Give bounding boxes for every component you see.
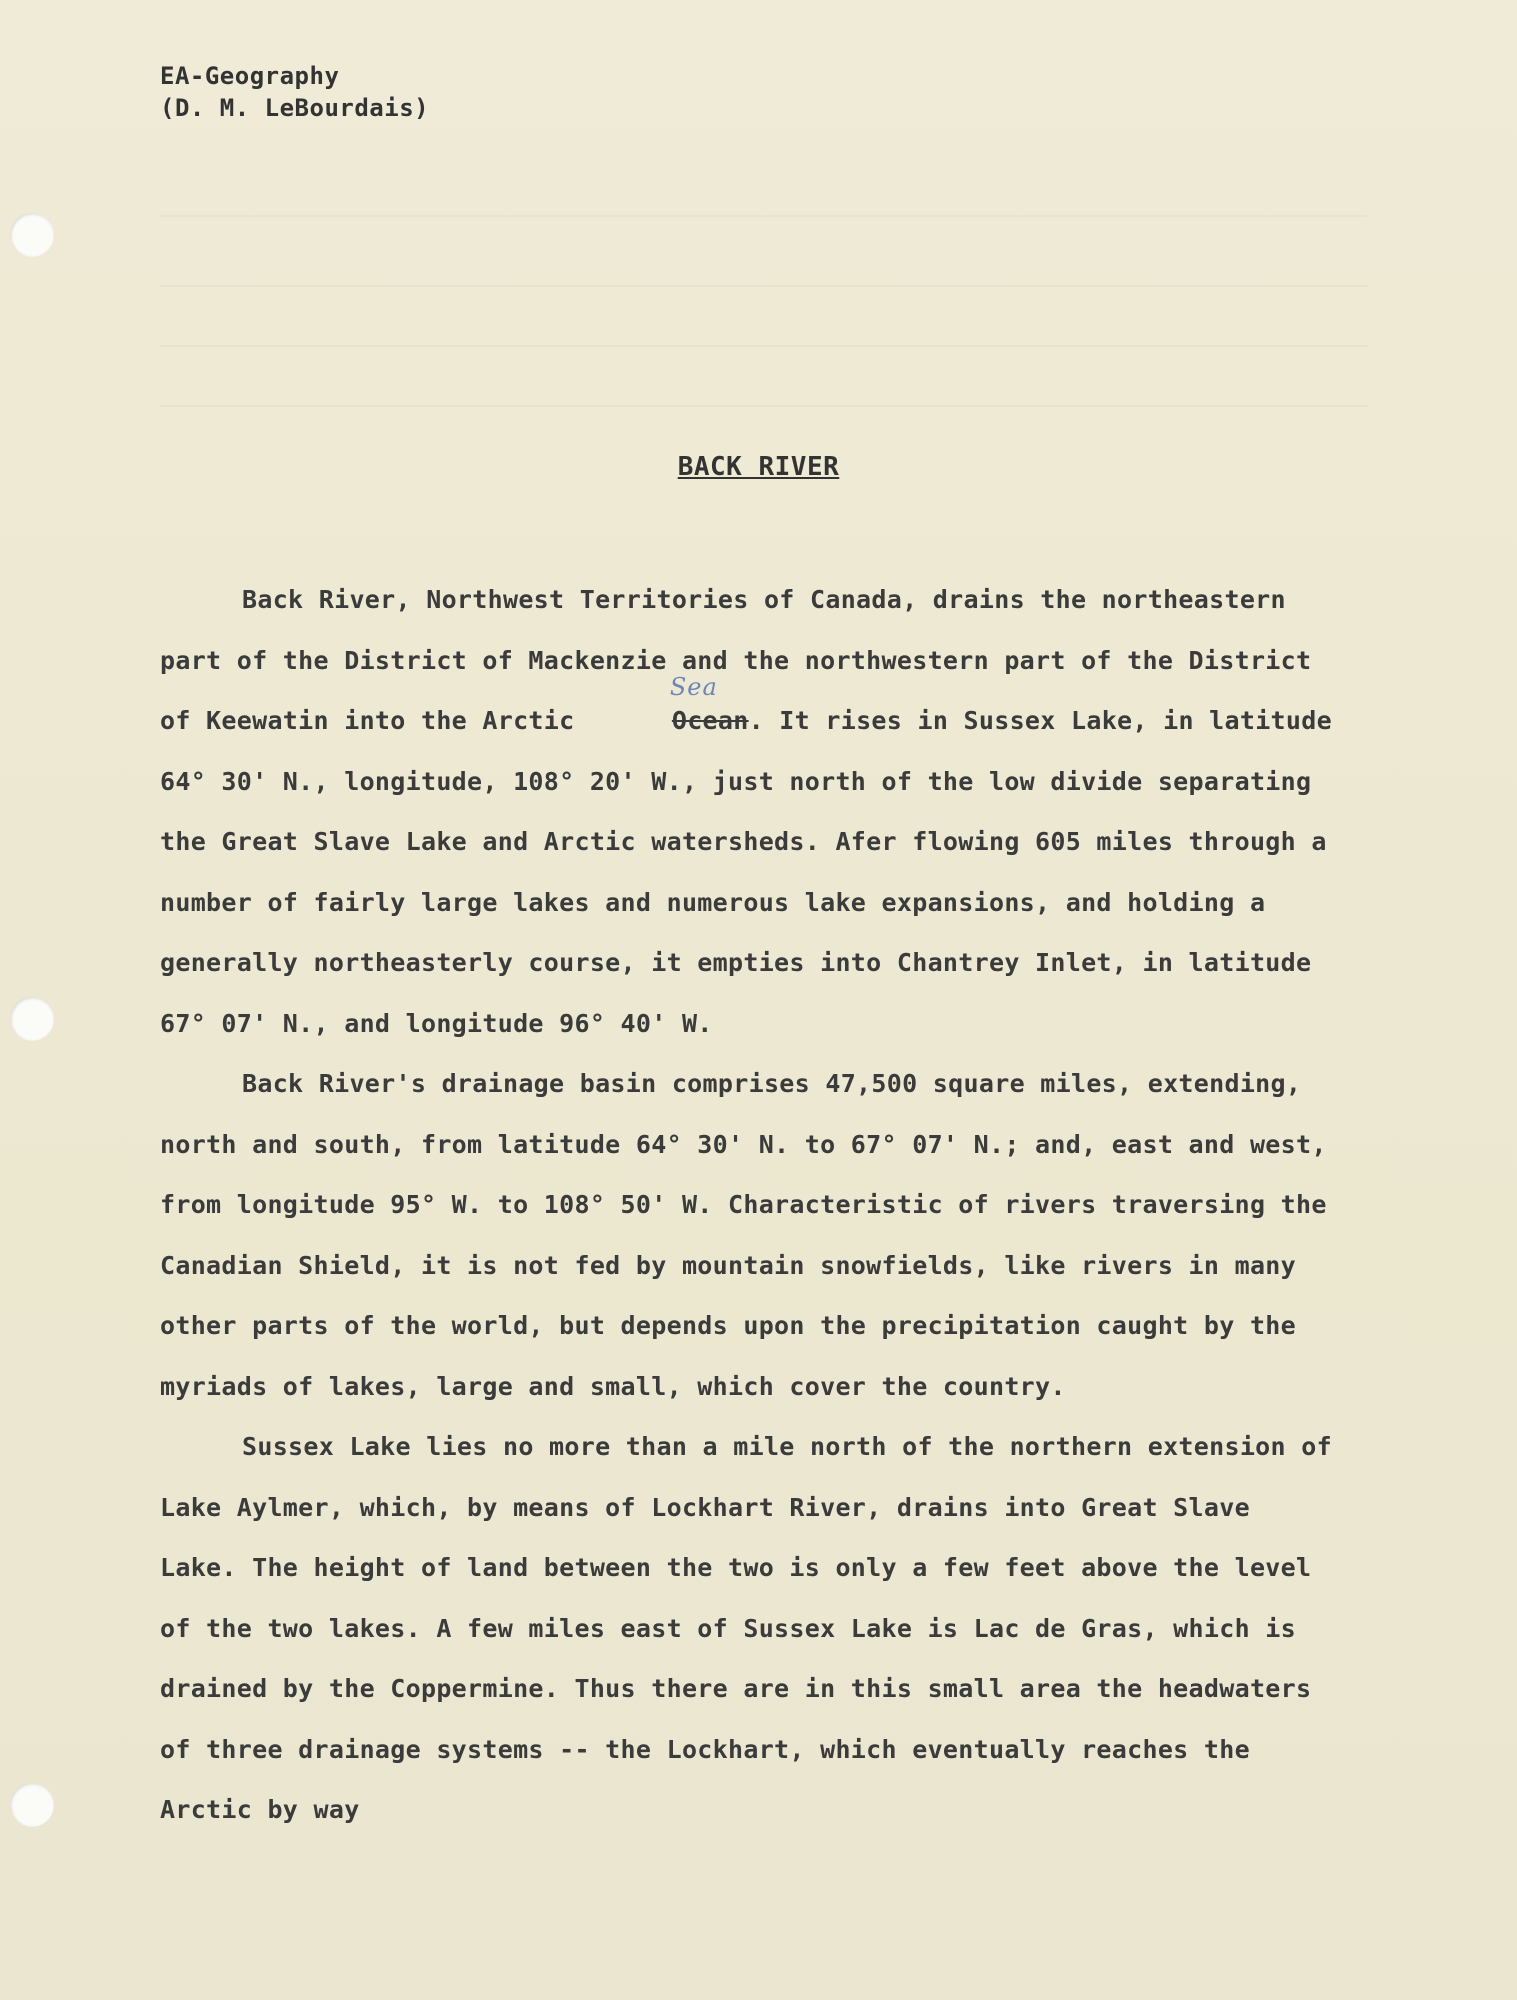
punch-hole-top [10,213,54,257]
paragraph-1-text: Back River, Northwest Territories of Canada, drains the northeastern part of the District of Mackenzie and the northwestern part of the District of Keewatin into the Arctic [160,585,1312,735]
struck-word: Ocean [671,706,749,735]
punch-hole-bottom [10,1783,54,1827]
document-header [160,60,429,124]
handwritten-insertion: Sea [669,673,718,701]
typed-correction [590,673,749,752]
paragraph-2: Back River's drainage basin comprises 47,500 square miles, extending, north and south, from latitude 64° 30' N. to 67° 07' N.; and, east and west, from longitude 95° W. to 108° 50' W. Characteristic of rivers traversing the Canadian Shield, it is not fed by mountain snowfields, like rivers in many other parts of the world, but depends upon the precipitation caught by the myriads of lakes, large and small, which cover the country. [160,1069,1327,1401]
paragraph-1-text-continued: . It rises in Sussex Lake, in latitude 64° 30' N., longitude, 108° 20' W., just north of the low divide separating the Great Slave Lake and Arctic watersheds. Afer flowing 605 miles through a number of fairly large lakes and numerous lake expansions, and holding a generally northeasterly course, it empties into Chantrey Inlet, in latitude 67° 07' N., and longitude 96° 40' W. [160,706,1332,1038]
paragraph-1 [160,570,1340,1054]
bleed-through-line [160,215,1367,217]
article-title: BACK RIVER [677,452,840,482]
bleed-through-line [160,345,1367,347]
subject-label: EA-Geography [160,62,340,90]
author-label: (D. M. LeBourdais) [160,94,430,122]
article-body [160,570,1340,1841]
bleed-through-line [160,405,1367,407]
punch-hole-middle [10,997,54,1041]
paragraph-3: Sussex Lake lies no more than a mile north of the northern extension of Lake Aylmer, which, by means of Lockhart River, drains into Great Slave Lake. The height of land between the two is only a few feet above the level of the two lakes. A few miles east of Sussex Lake is Lac de Gras, which is drained by the Coppermine. Thus there are in this small area the headwaters of three drainage systems -- the Lockhart, which eventually reaches the Arctic by way [160,1432,1332,1824]
bleed-through-line [160,285,1367,287]
